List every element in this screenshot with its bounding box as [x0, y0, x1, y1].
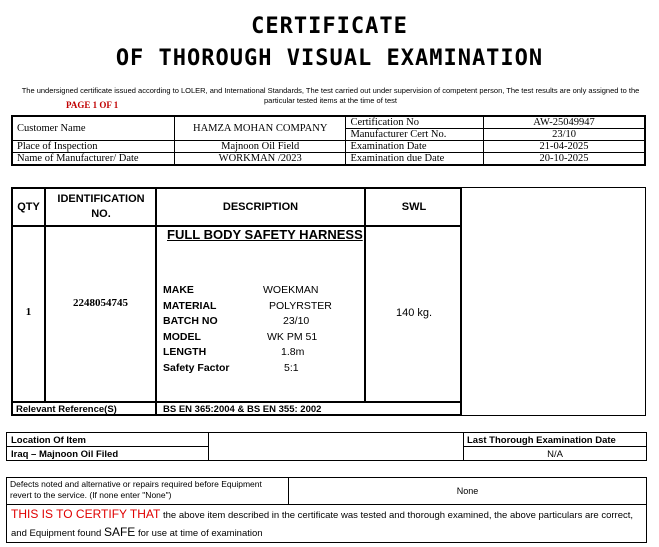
exam-date-value: 21-04-2025 — [484, 141, 645, 153]
spec-value: 1.8m — [281, 346, 305, 359]
item-description-title: FULL BODY SAFETY HARNESS — [167, 227, 363, 242]
spec-row — [163, 314, 363, 330]
page-number: PAGE 1 OF 1 — [66, 100, 119, 110]
spec-value: POLYRSTER — [269, 299, 332, 312]
mfr-cert-value: 23/10 — [484, 129, 645, 141]
exam-date-label: Examination Date — [346, 141, 484, 153]
spec-label: MATERIAL — [163, 299, 217, 312]
intro-text: The undersigned certificate issued according to LOLER, and International Standards, The test carried out under supervision of competent person, The test results are only assigned to the particular tested items at the time of test — [21, 86, 640, 105]
spec-label: Safety Factor — [163, 361, 230, 374]
certify-safe: SAFE — [103, 525, 136, 539]
spec-value: WOEKMAN — [263, 284, 319, 296]
exam-due-value: 20-10-2025 — [484, 153, 645, 166]
item-specs — [163, 283, 363, 377]
certificate-title: CERTIFICATE — [251, 14, 408, 39]
defects-label: Defects noted and alternative or repairs required before Equipment revert to the service. (If none enter "None") — [10, 479, 262, 500]
spec-value: 23/10 — [283, 315, 310, 328]
last-exam-value: N/A — [547, 449, 563, 460]
relevant-reference-label: Relevant Reference(S) — [16, 404, 117, 415]
relevant-reference-value: BS EN 365:2004 & BS EN 355: 2002 — [163, 404, 322, 415]
mfr-cert-label: Manufacturer Cert No. — [346, 129, 484, 141]
mfr-name-value: WORKMAN /2023 — [175, 153, 346, 166]
last-exam-label: Last Thorough Examination Date — [467, 435, 616, 446]
cert-no-value: AW-25049947 — [484, 116, 645, 129]
col-swl-header: SWL — [401, 201, 427, 213]
certificate-subtitle: OF THOROUGH VISUAL EXAMINATION — [115, 46, 544, 71]
spec-value: 5:1 — [284, 361, 299, 374]
exam-due-label: Examination due Date — [346, 153, 484, 166]
item-qty: 1 — [25, 306, 32, 318]
spec-label: MAKE — [163, 284, 194, 296]
item-id-no: 2248054745 — [73, 297, 128, 309]
location-value: Iraq – Majnoon Oil Filed — [11, 449, 119, 460]
certify-text1: the above item described in the certificate was tested and thorough examined, the above particulars are correct, and Equipment found — [11, 510, 633, 539]
spec-row — [163, 345, 363, 361]
customer-name-value: HAMZA MOHAN COMPANY — [175, 116, 346, 141]
place-value: Majnoon Oil Field — [175, 141, 346, 153]
info-table — [11, 115, 646, 166]
mfr-name-label: Name of Manufacturer/ Date — [12, 153, 175, 166]
location-label: Location Of Item — [11, 435, 86, 446]
spec-label: BATCH NO — [163, 315, 218, 328]
spec-label: LENGTH — [163, 346, 207, 359]
customer-name-label: Customer Name — [12, 116, 175, 141]
spec-row — [163, 299, 363, 315]
cert-no-label: Certification No — [346, 116, 484, 129]
spec-row — [163, 361, 363, 377]
certify-text2: for use at time of examination — [135, 528, 263, 539]
spec-row — [163, 283, 363, 299]
certify-statement — [11, 506, 643, 542]
defects-value: None — [456, 486, 479, 496]
place-label: Place of Inspection — [12, 141, 175, 153]
spec-label: MODEL — [163, 330, 201, 343]
spec-value: WK PM 51 — [267, 330, 318, 343]
spec-row — [163, 330, 363, 346]
col-qty-header: QTY — [17, 201, 40, 213]
col-id-header: IDENTIFICATION NO. — [57, 193, 145, 220]
col-desc-header: DESCRIPTION — [222, 201, 299, 213]
certify-lead: THIS IS TO CERTIFY THAT — [11, 507, 161, 521]
item-swl: 140 kg. — [395, 307, 433, 319]
